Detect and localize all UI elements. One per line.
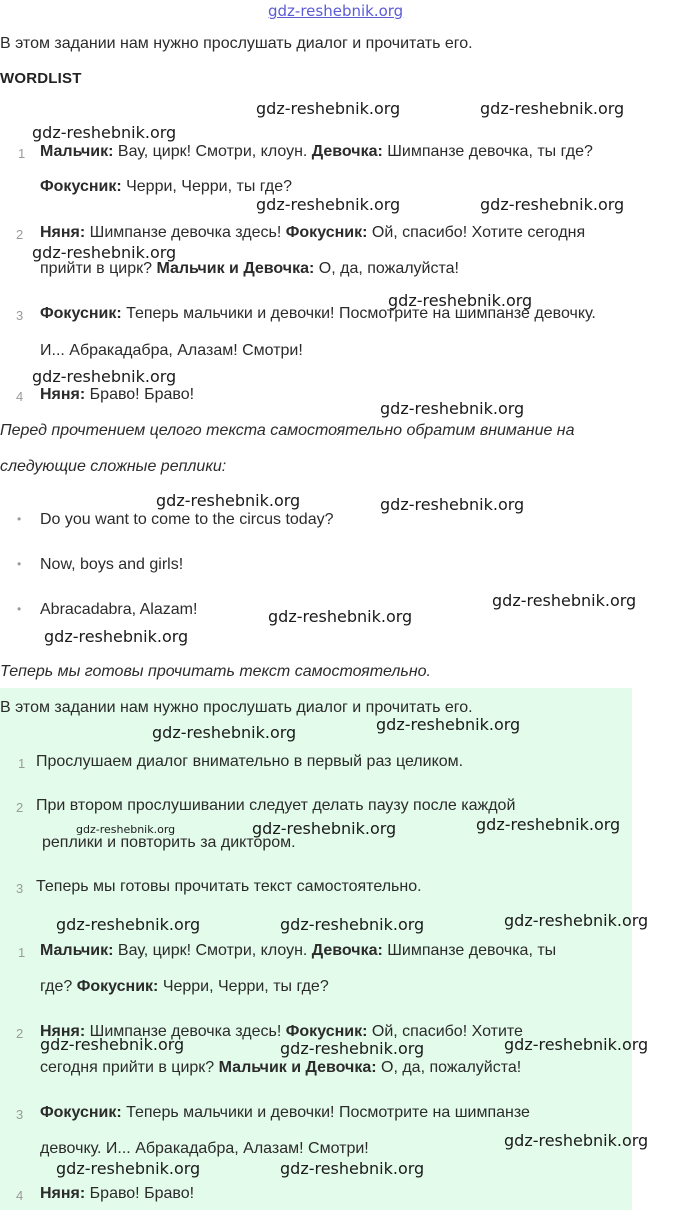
dialog-line-number: 2 <box>16 1026 24 1041</box>
dialog-text: Черри, Черри, ты где? <box>158 978 329 995</box>
dialog-text: Шимпанзе девочка здесь! <box>85 1023 286 1040</box>
watermark: gdz-reshebnik.org <box>32 123 177 142</box>
watermark-link[interactable]: gdz-reshebnik.org <box>268 2 404 20</box>
dialog-line-number: 4 <box>16 389 24 404</box>
watermark: gdz-reshebnik.org <box>376 715 521 734</box>
watermark: gdz-reshebnik.org <box>380 495 525 514</box>
note-line: Перед прочтением целого текста самостоятельно обратим внимание на <box>0 422 575 439</box>
speaker-label: Няня: <box>40 1023 86 1040</box>
note-line: следующие сложные реплики: <box>0 458 227 475</box>
watermark: gdz-reshebnik.org <box>280 1159 425 1178</box>
dialog-text: О, да, пожалуйста! <box>314 260 459 277</box>
dialog-text: Вау, цирк! Смотри, клоун. <box>113 143 312 160</box>
speaker-label: Мальчик и Девочка: <box>156 260 315 277</box>
dialog-text: Вау, цирк! Смотри, клоун. <box>113 942 312 959</box>
speaker-label: Няня: <box>40 386 86 403</box>
phrase-item: Do you want to come to the circus today? <box>40 511 334 528</box>
watermark: gdz-reshebnik.org <box>480 195 625 214</box>
watermark: gdz-reshebnik.org <box>476 815 621 834</box>
dialog-line-number: 3 <box>16 308 24 323</box>
green-intro: В этом задании нам нужно прослушать диалог и прочитать его. <box>0 699 473 716</box>
dialog-line <box>40 1104 530 1122</box>
bullet-icon: • <box>17 602 22 616</box>
watermark: gdz-reshebnik.org <box>280 915 425 934</box>
watermark: gdz-reshebnik.org <box>256 195 401 214</box>
watermark: gdz-reshebnik.org <box>388 291 533 310</box>
speaker-label: Девочка: <box>311 143 383 160</box>
dialog-line <box>40 942 556 960</box>
speaker-label: Фокусник: <box>285 224 368 241</box>
dialog-line <box>40 224 585 242</box>
speaker-label: Фокусник: <box>40 178 122 195</box>
watermark: gdz-reshebnik.org <box>256 99 401 118</box>
dialog-line <box>40 978 329 996</box>
watermark: gdz-reshebnik.org <box>268 607 413 626</box>
watermark: gdz-reshebnik.org <box>76 823 176 836</box>
ready-text: Теперь мы готовы прочитать текст самостоятельно. <box>0 663 431 680</box>
speaker-label: Мальчик: <box>40 143 114 160</box>
watermark: gdz-reshebnik.org <box>380 399 525 418</box>
watermark: gdz-reshebnik.org <box>32 367 177 386</box>
watermark: gdz-reshebnik.org <box>44 627 189 646</box>
speaker-label: Няня: <box>40 1185 86 1202</box>
bullet-icon: • <box>17 557 22 571</box>
speaker-label: Фокусник: <box>40 1104 122 1121</box>
step-number: 3 <box>16 881 24 896</box>
watermark: gdz-reshebnik.org <box>252 819 397 838</box>
wordlist-heading: WORDLIST <box>0 70 82 87</box>
dialog-line <box>40 1185 194 1203</box>
speaker-label: Девочка: <box>311 942 383 959</box>
watermark: gdz-reshebnik.org <box>504 911 649 930</box>
watermark: gdz-reshebnik.org <box>56 915 201 934</box>
dialog-line-number: 3 <box>16 1107 24 1122</box>
dialog-line <box>40 178 292 196</box>
dialog-text: Ой, спасибо! Хотите сегодня <box>367 224 586 241</box>
dialog-line: И... Абракадабра, Алазам! Смотри! <box>40 342 303 359</box>
step-text: Теперь мы готовы прочитать текст самостоятельно. <box>36 878 422 895</box>
intro-text: В этом задании нам нужно прослушать диалог и прочитать его. <box>0 35 473 52</box>
step-text: При втором прослушивании следует делать паузу после каждой <box>36 797 516 814</box>
dialog-text: Теперь мальчики и девочки! Посмотрите на шимпанзе девочку. <box>121 305 596 322</box>
watermark: gdz-reshebnik.org <box>504 1035 649 1054</box>
watermark: gdz-reshebnik.org <box>152 723 297 742</box>
dialog-text: прийти в цирк? <box>40 260 157 277</box>
dialog-text: Ой, спасибо! Хотите <box>367 1023 523 1040</box>
phrase-item: Now, boys and girls! <box>40 556 184 573</box>
dialog-text: Шимпанзе девочка, ты где? <box>382 143 593 160</box>
dialog-text: О, да, пожалуйста! <box>376 1059 522 1076</box>
speaker-label: Фокусник: <box>285 1023 368 1040</box>
speaker-label: Фокусник: <box>76 978 159 995</box>
step-number: 1 <box>18 756 26 771</box>
speaker-label: Няня: <box>40 224 86 241</box>
speaker-label: Мальчик и Девочка: <box>218 1059 377 1076</box>
watermark: gdz-reshebnik.org <box>56 1159 201 1178</box>
watermark: gdz-reshebnik.org <box>480 99 625 118</box>
dialog-line: девочку. И... Абракадабра, Алазам! Смотри! <box>40 1140 369 1157</box>
bullet-icon: • <box>17 512 22 526</box>
dialog-text: сегодня прийти в цирк? <box>40 1059 219 1076</box>
dialog-line-number: 2 <box>16 227 24 242</box>
dialog-text: где? <box>40 978 77 995</box>
dialog-text: Шимпанзе девочка, ты <box>382 942 557 959</box>
dialog-line-number: 1 <box>18 945 26 960</box>
dialog-text: Браво! Браво! <box>85 1185 195 1202</box>
speaker-label: Мальчик: <box>40 942 114 959</box>
step-text: реплики и повторить за диктором. <box>42 834 296 851</box>
watermark: gdz-reshebnik.org <box>492 591 637 610</box>
dialog-text: Браво! Браво! <box>85 386 195 403</box>
watermark: gdz-reshebnik.org <box>504 1131 649 1150</box>
dialog-line-number: 4 <box>16 1188 24 1203</box>
watermark: gdz-reshebnik.org <box>40 1035 185 1054</box>
dialog-line <box>40 386 194 404</box>
dialog-line <box>40 1059 521 1077</box>
dialog-line <box>40 143 593 161</box>
speaker-label: Фокусник: <box>40 305 122 322</box>
step-text: Прослушаем диалог внимательно в первый раз целиком. <box>36 753 464 770</box>
dialog-text: Шимпанзе девочка здесь! <box>85 224 286 241</box>
step-number: 2 <box>16 800 24 815</box>
watermark: gdz-reshebnik.org <box>32 243 177 262</box>
watermark: gdz-reshebnik.org <box>280 1039 425 1058</box>
dialog-text: Черри, Черри, ты где? <box>121 178 293 195</box>
phrase-item: Abracadabra, Alazam! <box>40 601 198 618</box>
watermark: gdz-reshebnik.org <box>156 491 301 510</box>
dialog-line <box>40 260 459 278</box>
dialog-line-number: 1 <box>18 146 26 161</box>
dialog-text: Теперь мальчики и девочки! Посмотрите на шимпанзе <box>121 1104 530 1121</box>
